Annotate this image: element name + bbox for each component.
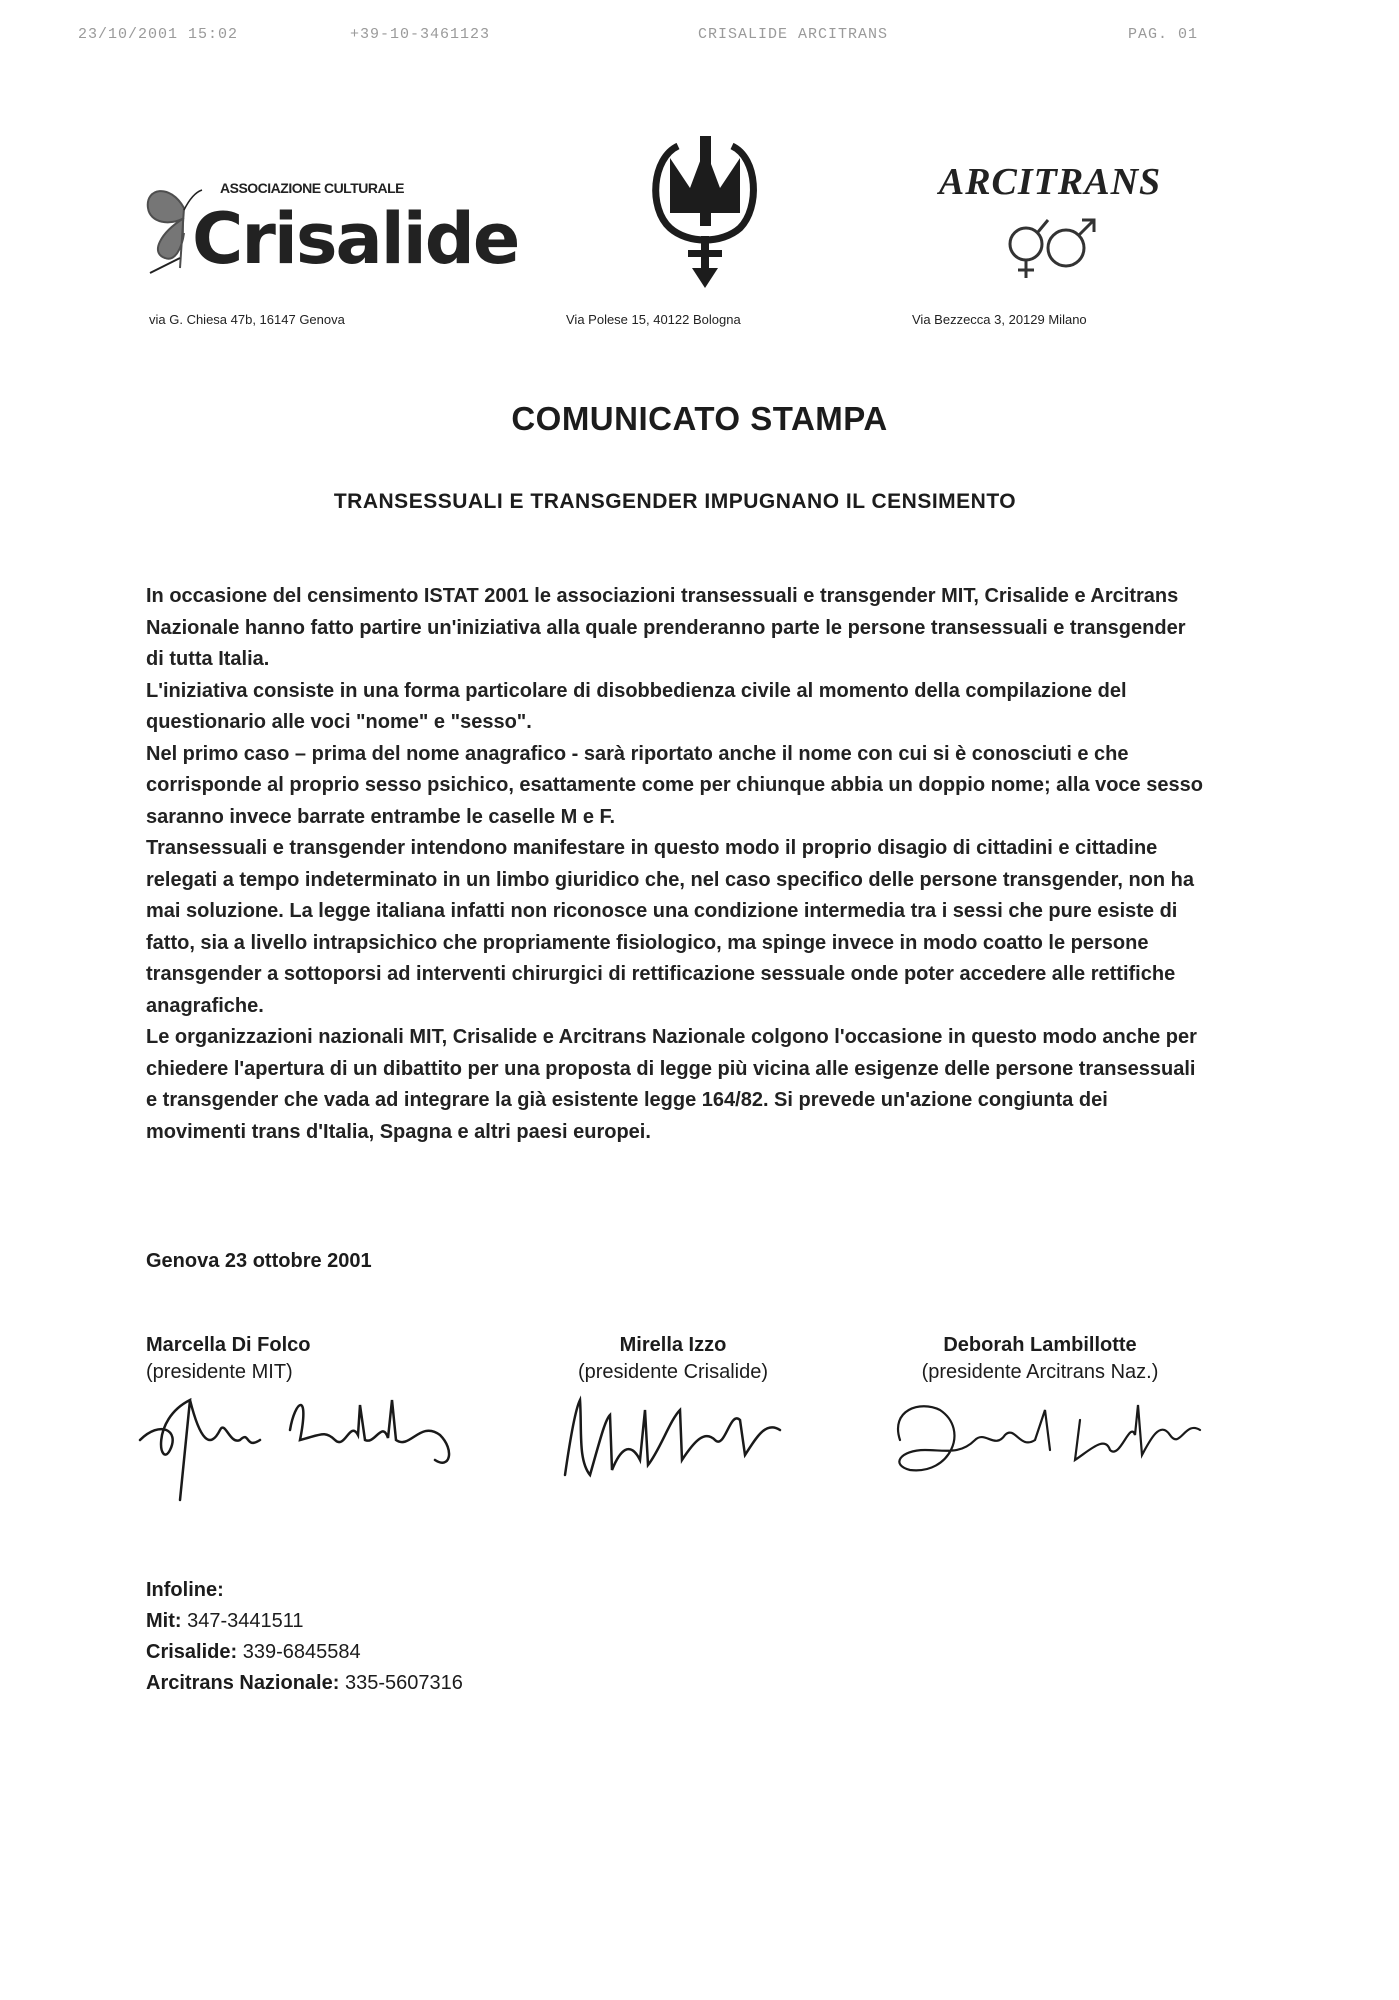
fax-page: PAG. 01 <box>1128 26 1199 43</box>
press-release-body <box>146 581 1204 1148</box>
arcitrans-logo <box>900 160 1200 280</box>
contact-phone: 339-6845584 <box>242 1641 361 1663</box>
contact-phone: 347-3441511 <box>187 1610 304 1632</box>
paragraph: Le organizzazioni nazionali MIT, Crisalide e Arcitrans Nazionale colgono l'occasione in questo modo anche per chiedere l'apertura di un dibattito per una proposta di legge più vicina alle esigenze delle persone transessuali e transgender che vada ad integrare la già esistente legge 164/82. Si prevede un'azione congiunta dei movimenti trans d'Italia, Spagna e altri paesi europei. <box>146 1026 1197 1143</box>
crisalide-logo <box>140 170 519 300</box>
contact-label: Crisalide: <box>146 1641 238 1663</box>
infoline <box>146 1575 463 1699</box>
signature-mirella <box>550 1380 810 1500</box>
arcitrans-name: ARCITRANS <box>938 161 1162 203</box>
signature-deborah <box>880 1380 1220 1490</box>
signatory-arcitrans <box>880 1334 1200 1384</box>
paragraph: Nel primo caso – prima del nome anagrafico - sarà riportato anche il nome con cui si è conosciuti e che corrisponde al proprio sesso psichico, esattamente come per chiunque abbia un doppio nome; alla voce sesso saranno invece barrate entrambe le caselle M e F. <box>146 742 1203 828</box>
contact-phone: 335-5607316 <box>344 1672 463 1694</box>
infoline-contact-crisalide <box>146 1637 463 1668</box>
signature-marcella <box>120 1360 500 1510</box>
gender-symbols-icon <box>996 212 1106 282</box>
mit-logo <box>640 118 770 293</box>
signatory-role: (presidente Crisalide) <box>577 1361 769 1383</box>
address-crisalide: via G. Chiesa 47b, 16147 Genova <box>149 312 345 327</box>
contact-label: Mit: <box>146 1610 182 1632</box>
fax-number: +39-10-3461123 <box>350 26 491 43</box>
address-mit: Via Polese 15, 40122 Bologna <box>566 312 741 327</box>
place-date: Genova 23 ottobre 2001 <box>146 1250 372 1272</box>
signatory-role: (presidente MIT) <box>146 1361 293 1383</box>
fax-header <box>0 26 1399 48</box>
paragraph: Transessuali e transgender intendono manifestare in questo modo il proprio disagio di cittadini e cittadine relegati a tempo indeterminato in un limbo giuridico che, nel caso specifico delle persone transgender, non ha mai soluzione. La legge italiana infatti non riconosce una condizione intermedia tra i sessi che pure esiste di fatto, sia a livello intrapsichico che propriamente fisiologico, ma spinge invece in modo coatto le persone transgender a sottoporsi ad interventi chirurgici di rettificazione sessuale onde poter accedere alle rettifiche anagrafiche. <box>146 837 1194 1017</box>
crisalide-name: Crisalide <box>192 198 519 280</box>
signatory-name: Deborah Lambillotte <box>943 1334 1137 1356</box>
paragraph: L'iniziativa consiste in una forma particolare di disobbedienza civile al momento della compilazione del questionario alle voci "nome" e "sesso". <box>146 679 1127 733</box>
fax-sender: CRISALIDE ARCITRANS <box>698 26 889 43</box>
infoline-contact-arcitrans <box>146 1668 463 1699</box>
page-title: COMUNICATO STAMPA <box>511 400 888 437</box>
page-subtitle: TRANSESSUALI E TRANSGENDER IMPUGNANO IL CENSIMENTO <box>333 490 1017 513</box>
signatory-crisalide <box>548 1334 798 1384</box>
fax-date-time: 23/10/2001 15:02 <box>78 26 239 43</box>
signatory-name: Marcella Di Folco <box>146 1334 311 1356</box>
crisalide-subtitle: ASSOCIAZIONE CULTURALE <box>220 180 404 196</box>
infoline-heading: Infoline: <box>146 1579 224 1601</box>
paragraph: In occasione del censimento ISTAT 2001 le associazioni transessuali e transgender MIT, Crisalide e Arcitrans Nazionale hanno fatto partire un'iniziativa alla quale prenderanno parte le persone transessuali e transgender di tutta Italia. <box>146 585 1186 670</box>
contact-label: Arcitrans Nazionale: <box>146 1672 340 1694</box>
infoline-contact-mit <box>146 1606 463 1637</box>
address-arcitrans: Via Bezzecca 3, 20129 Milano <box>912 312 1087 327</box>
signatory-role: (presidente Arcitrans Naz.) <box>921 1361 1159 1383</box>
mit-logo-icon <box>640 118 770 293</box>
signatory-name: Mirella Izzo <box>619 1334 727 1356</box>
